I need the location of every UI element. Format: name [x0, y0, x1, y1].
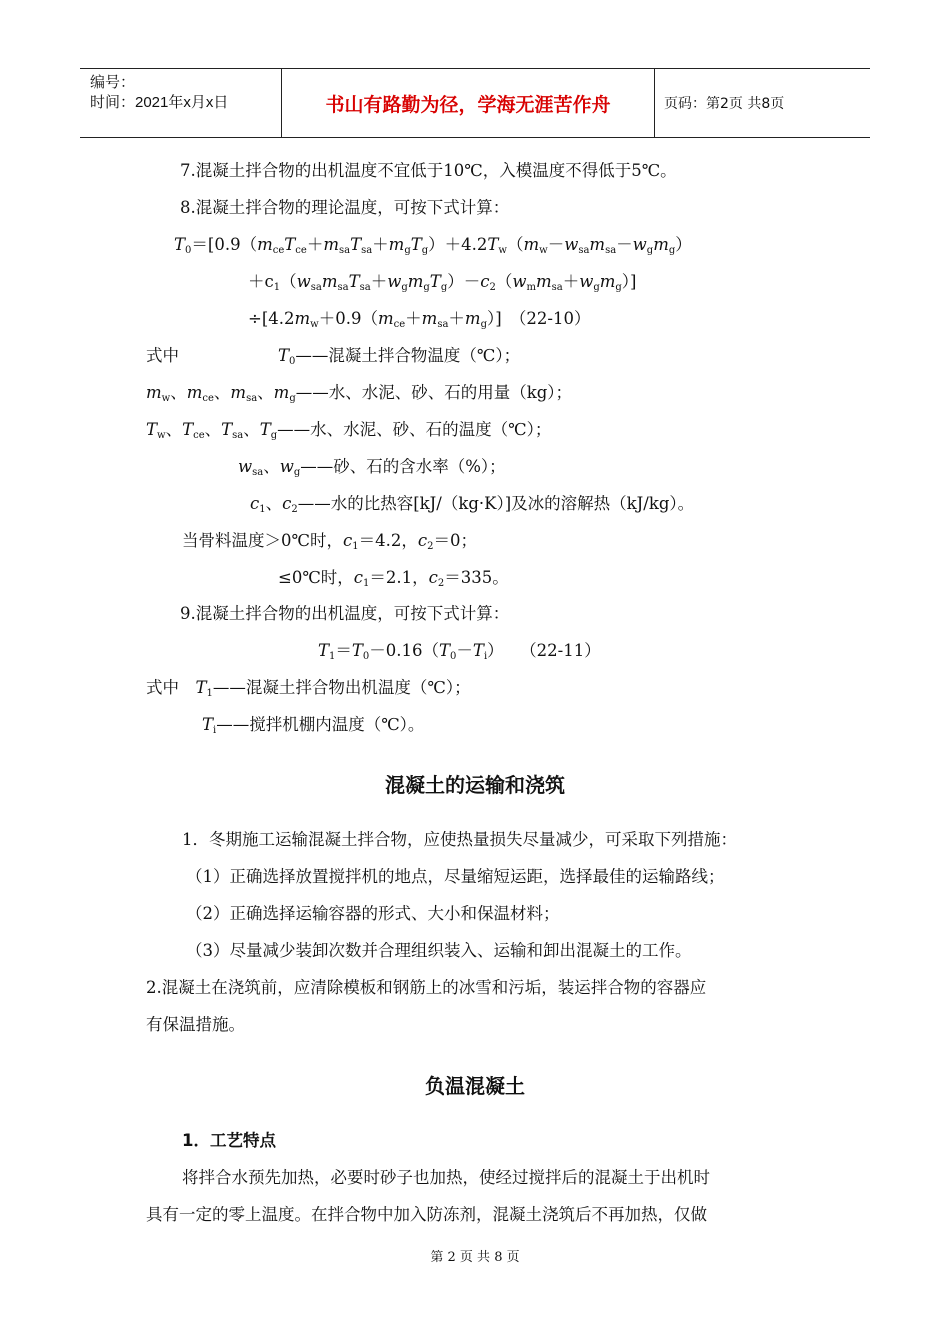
transport-paragraph-2-line-2: 有保温措施。	[146, 1015, 245, 1034]
page-header	[80, 68, 870, 138]
definition-ti: $T_i——$搅拌机棚内温度（℃）。	[202, 715, 425, 736]
process-paragraph-line-2: 具有一定的零上温度。在拌合物中加入防冻剂，混凝土浇筑后不再加热，仅做	[146, 1205, 707, 1224]
paragraph-8: 8.混凝土拌合物的理论温度，可按下式计算：	[180, 198, 510, 217]
equation-number-22-10: （22-10）	[518, 309, 591, 328]
subsection-process-features: 1．工艺特点	[182, 1131, 276, 1150]
transport-measure-3: （3）尽量减少装卸次数并合理组织装入、运输和卸出混凝土的工作。	[186, 941, 692, 960]
condition-below-zero: ≤0℃时，$c_1=2.1$，$c_2=335$。	[278, 568, 509, 589]
definition-t0: $T_0——$混凝土拌合物温度（℃）；	[278, 346, 521, 367]
header-page-number: 页码：第2页 共8页	[664, 96, 785, 112]
section-title-transport: 混凝土的运输和浇筑	[385, 773, 565, 797]
formula-22-10-line-3: $\div[4.2m_w+0.9(m_{ce}+m_{sa}+m_g)]$ （22-10）	[248, 309, 591, 330]
formula-22-11: $T_1=T_0-0.16(T_0-T_i)$ （22-11）	[318, 641, 601, 662]
transport-measure-1: （1）正确选择放置搅拌机的地点，尽量缩短运距，选择最佳的运输路线；	[186, 867, 725, 886]
definition-moisture: $w_{sa}$、$w_g——$砂、石的含水率（%）；	[238, 457, 506, 478]
page-footer: 第 2 页 共 8 页	[430, 1250, 520, 1265]
formula-22-10-line-1: $T_0=[0.9(m_{ce}T_{ce}+m_{sa}T_{sa}+m_gT_g)+4.2T_w(m_w-w_{sa}m_{sa}-w_gm_g)$	[174, 235, 692, 256]
equation-number-22-11: （22-11）	[528, 641, 601, 660]
definition-heat: $c_1$、$c_2——$水的比热容[kJ/（kg·K）]及冰的溶解热（kJ/kg）。	[250, 494, 695, 515]
section-title-negative-temperature: 负温混凝土	[425, 1074, 525, 1098]
transport-measure-2: （2）正确选择运输容器的形式、大小和保温材料；	[186, 904, 560, 923]
process-paragraph-line-1: 将拌合水预先加热，必要时砂子也加热，使经过搅拌后的混凝土于出机时	[182, 1168, 710, 1187]
formula-22-10-line-2: $+c_1(w_{sa}m_{sa}T_{sa}+w_gm_gT_g)-c_2(w_mm_{sa}+w_gm_g)$]	[248, 272, 637, 293]
paragraph-7: 7.混凝土拌合物的出机温度不宜低于10℃，入模温度不得低于5℃。	[180, 161, 677, 180]
definition-t1: 式中 $T_1——$混凝土拌合物出机温度（℃）；	[146, 678, 471, 699]
where-label: 式中	[146, 346, 179, 365]
transport-paragraph-2-line-1: 2.混凝土在浇筑前，应清除模板和钢筋上的冰雪和污垢，装运拌合物的容器应	[146, 978, 707, 997]
header-meta	[80, 69, 282, 137]
definition-temperatures: $T_w$、$T_{ce}$、$T_{sa}$、$T_g——$水、水泥、砂、石的温度（℃）；	[146, 420, 552, 441]
header-motto: 书山有路勤为径，学海无涯苦作舟	[282, 69, 655, 137]
header-number: 编号：	[90, 74, 136, 91]
header-time: 时间：2021年x月x日	[90, 94, 229, 111]
transport-paragraph-1: 1．冬期施工运输混凝土拌合物，应使热量损失尽量减少，可采取下列措施：	[182, 830, 737, 849]
paragraph-9: 9.混凝土拌合物的出机温度，可按下式计算：	[180, 604, 510, 623]
definition-masses: $m_w$、$m_{ce}$、$m_{sa}$、$m_g——$水、水泥、砂、石的用量（kg）；	[146, 383, 573, 404]
condition-above-zero: 当骨料温度＞0℃时，$c_1=4.2$，$c_2=0$；	[182, 531, 477, 552]
